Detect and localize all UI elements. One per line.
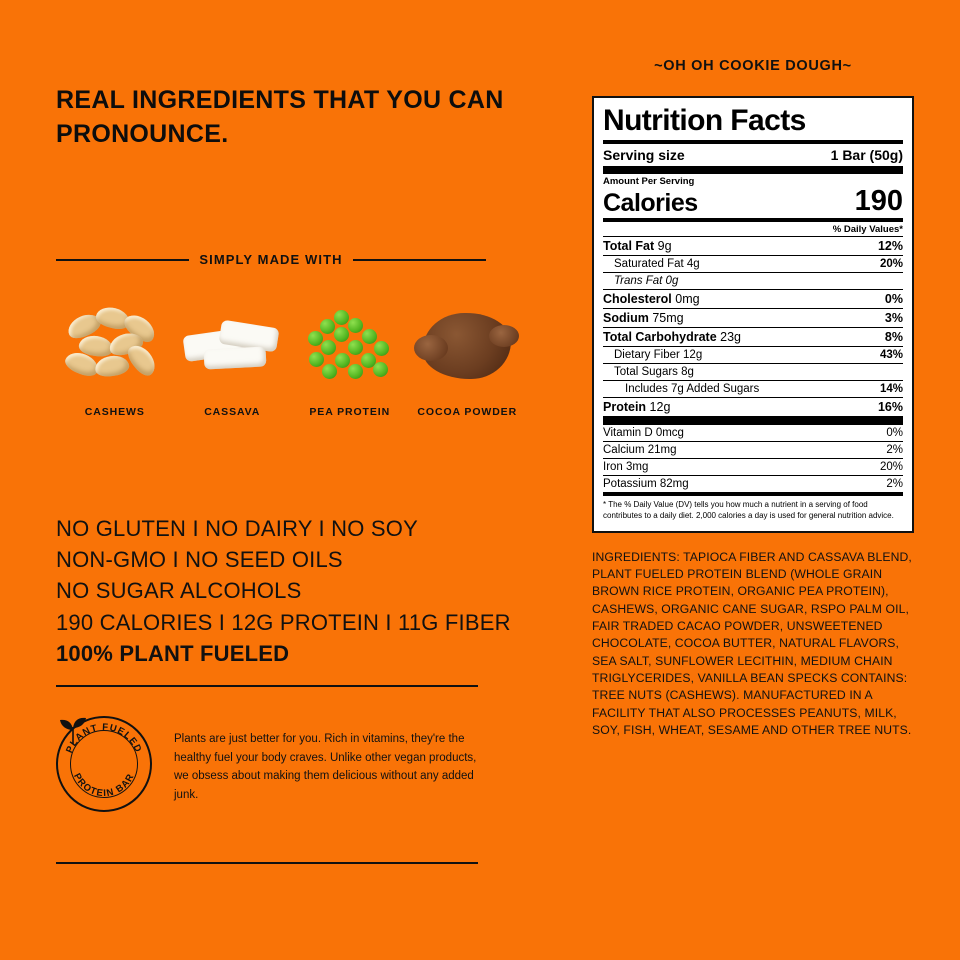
cashew-nuts-icon	[56, 300, 174, 392]
claim-line: NO GLUTEN I NO DAIRY I NO SOY	[56, 516, 418, 541]
page-title: REAL INGREDIENTS THAT YOU CAN PRONOUNCE.	[56, 86, 504, 148]
nutrient-row	[603, 347, 903, 363]
plant-fueled-protein-bar-badge	[56, 716, 152, 812]
micronutrient-row	[603, 459, 903, 475]
ingredient-item-cassava	[174, 300, 292, 418]
claim-line-plant-fueled: 100% PLANT FUELED	[56, 640, 290, 666]
micronutrient-label: Vitamin D 0mcg	[603, 427, 684, 439]
ingredient-icon-row	[56, 300, 526, 418]
nutrient-label: Saturated Fat 4g	[614, 258, 700, 270]
nutrient-label: Total Carbohydrate 23g	[603, 330, 742, 344]
micronutrient-daily-value: 2%	[886, 478, 903, 490]
green-peas-icon	[291, 300, 409, 392]
calories-value: 190	[854, 185, 903, 217]
nutrient-row	[603, 273, 903, 289]
claim-line: 190 CALORIES I 12G PROTEIN I 11G FIBER	[56, 609, 511, 635]
nutrition-facts-panel	[592, 96, 914, 533]
nutrient-label: Includes 7g Added Sugars	[625, 383, 760, 395]
cocoa-powder-icon	[409, 300, 527, 392]
calories-row	[603, 187, 903, 218]
nutrient-daily-value: 12%	[877, 239, 903, 253]
ingredient-item-cashews	[56, 300, 174, 418]
nutrient-label: Trans Fat 0g	[614, 275, 679, 287]
nutrient-label: Cholesterol 0mg	[603, 292, 700, 306]
nutrient-row	[603, 256, 903, 272]
nutrient-label: Protein 12g	[603, 400, 671, 414]
badge-blurb-row	[56, 716, 486, 812]
badge-blurb-text: Plants are just better for you. Rich in vitamins, they're the healthy fuel your body craves. Unlike other vegan products, we obsess about making them delicious without any added junk.	[174, 733, 477, 801]
nutrient-row	[603, 364, 903, 380]
serving-size-label: Serving size	[603, 147, 685, 163]
serving-size-row	[603, 144, 903, 166]
claim-line: NO SUGAR ALCOHOLS	[56, 578, 302, 604]
micronutrient-daily-value: 20%	[879, 461, 903, 473]
nf-divider-thick	[603, 166, 903, 174]
cassava-root-icon	[174, 300, 292, 392]
claim-line: NON-GMO I NO SEED OILS	[56, 547, 343, 573]
micronutrient-row	[603, 425, 903, 441]
amount-per-serving-label: Amount Per Serving	[603, 176, 695, 187]
micronutrient-label: Calcium 21mg	[603, 444, 677, 456]
nutrient-row	[603, 309, 903, 327]
nutrient-label: Dietary Fiber 12g	[614, 349, 703, 361]
ingredient-label: COCOA POWDER	[417, 406, 518, 418]
nutrient-row	[603, 328, 903, 346]
simply-made-with-label: SIMPLY MADE WITH	[199, 252, 343, 267]
micronutrient-row	[603, 442, 903, 458]
nutrient-daily-value: 16%	[877, 400, 903, 414]
nutrient-label: Total Sugars 8g	[614, 366, 694, 378]
nutrient-label: Total Fat 9g	[603, 239, 672, 253]
ingredient-item-cocoa-powder	[409, 300, 527, 418]
divider-left	[56, 259, 189, 261]
divider-right	[353, 259, 486, 261]
nutrient-row	[603, 290, 903, 308]
nf-divider-thick	[603, 417, 903, 425]
micronutrient-row	[603, 476, 903, 492]
nutrient-label: Sodium 75mg	[603, 311, 684, 325]
daily-value-header: % Daily Values*	[832, 224, 903, 235]
left-column	[56, 84, 526, 152]
leaf-icon	[56, 716, 152, 812]
micronutrient-daily-value: 0%	[886, 427, 903, 439]
simply-made-with-divider	[56, 252, 486, 267]
micronutrient-rows	[603, 425, 903, 492]
ingredient-item-pea-protein	[291, 300, 409, 418]
nutrient-rows	[603, 237, 903, 417]
divider-bottom	[56, 862, 478, 864]
nutrient-daily-value: 8%	[884, 330, 903, 344]
micronutrient-label: Iron 3mg	[603, 461, 649, 473]
ingredient-label: CASSAVA	[204, 406, 261, 418]
calories-label: Calories	[603, 189, 698, 217]
ingredient-label: PEA PROTEIN	[309, 406, 391, 418]
ingredient-label: CASHEWS	[84, 406, 145, 418]
daily-value-footnote: * The % Daily Value (DV) tells you how much a nutrient in a serving of food contributes to a daily diet. 2,000 calories a day is used for general nutrition advice.	[603, 500, 894, 520]
nutrient-daily-value: 43%	[879, 349, 903, 361]
flavor-title: ~OH OH COOKIE DOUGH~	[654, 58, 852, 74]
right-column	[592, 58, 914, 739]
nutrient-daily-value: 14%	[879, 383, 903, 395]
svg-text:PROTEIN BAR: PROTEIN BAR	[71, 771, 137, 800]
svg-text:PLANT FUELED: PLANT FUELED	[64, 721, 144, 755]
nutrition-facts-title: Nutrition Facts	[603, 104, 806, 137]
claims-list	[56, 513, 526, 669]
nutrient-row	[603, 398, 903, 416]
micronutrient-label: Potassium 82mg	[603, 478, 689, 490]
serving-size-value: 1 Bar (50g)	[830, 147, 903, 163]
divider-above-badge	[56, 685, 478, 687]
nutrient-row	[603, 381, 903, 397]
micronutrient-daily-value: 2%	[886, 444, 903, 456]
nutrient-daily-value: 20%	[879, 258, 903, 270]
nutrient-daily-value: 3%	[884, 311, 903, 325]
nutrient-row	[603, 237, 903, 255]
ingredients-statement: INGREDIENTS: TAPIOCA FIBER AND CASSAVA BLEND, PLANT FUELED PROTEIN BLEND (WHOLE GRAIN BROWN RICE PROTEIN, ORGANIC PEA PROTEIN), CASHEWS, ORGANIC CANE SUGAR, RSPO PALM OIL, FAIR TRADED CACAO POWDER, UNSWEETENED CHOCOLATE, COCOA BUTTER, NATURAL FLAVORS, SEA SALT, SUNFLOWER LECITHIN, MEDIUM CHAIN TRIGLYCERIDES, VANILLA BEAN SPECKS CONTAINS: TREE NUTS (CASHEWS). MANUFACTURED IN A FACILITY THAT ALSO PROCESSES PEANUTS, MILK, SOY, FISH, WHEAT, SESAME AND OTHER TREE NUTS.	[592, 549, 912, 737]
nutrient-daily-value: 0%	[884, 292, 903, 306]
